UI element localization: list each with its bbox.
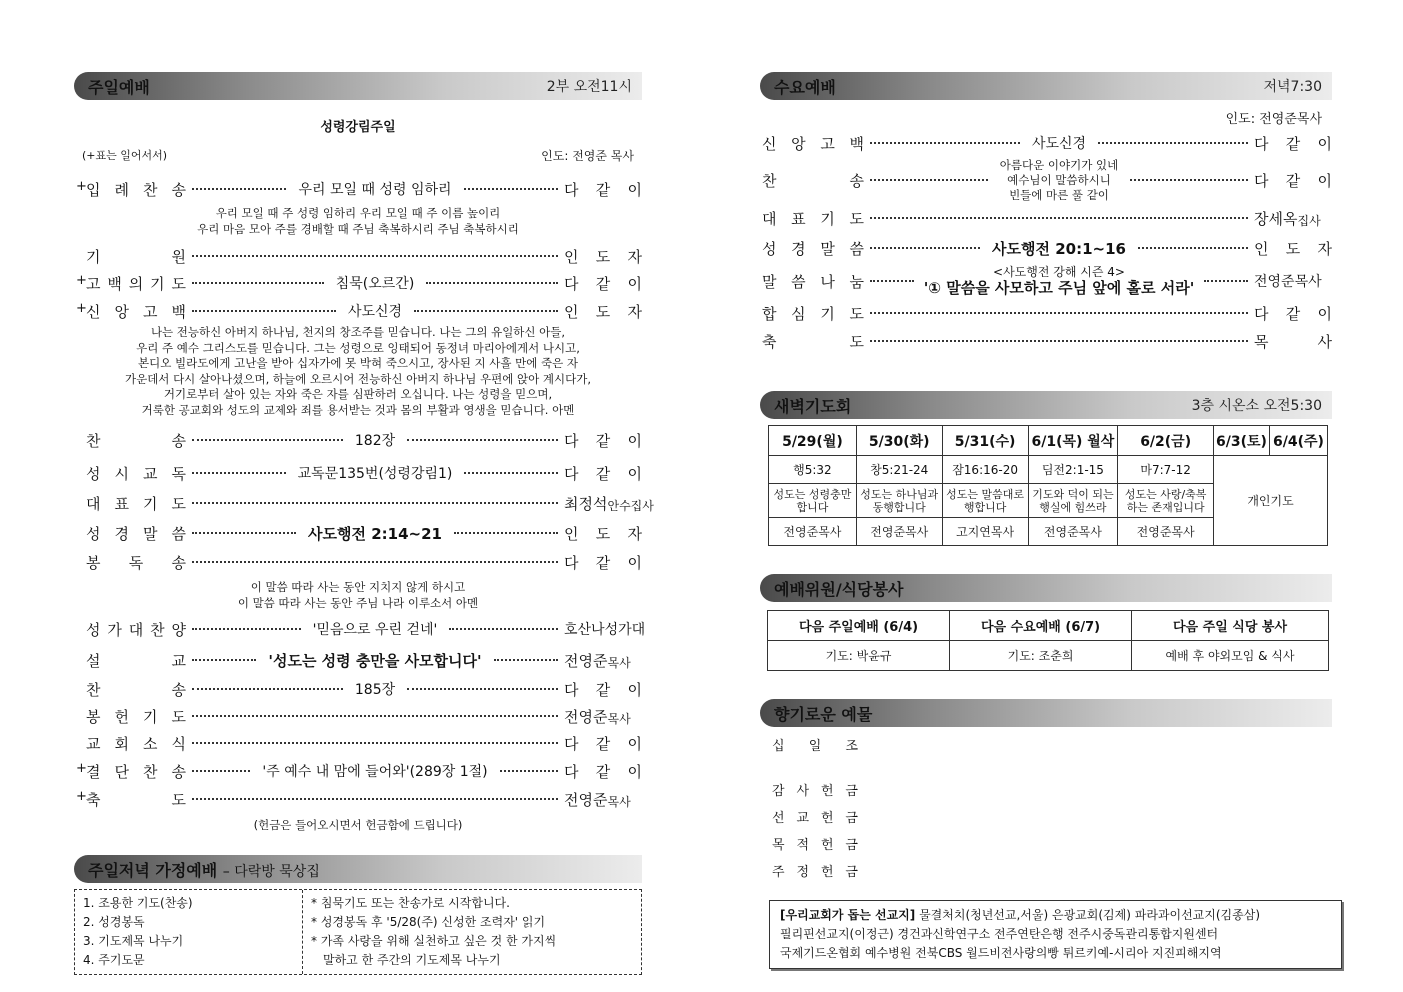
missions-line-3: 국제기드온협회 예수병원 전북CBS 월드비전사랑의빵 튀르키예-시리아 지진피해지역 <box>780 946 1222 960</box>
wednesday-item-label: 합 심 기 도 <box>762 304 864 323</box>
volunteers-header <box>760 574 1332 602</box>
service-item-detail: 침묵(오르간) <box>335 276 415 292</box>
evening-worship-title: 주일저녁 가정예배 <box>88 860 218 880</box>
standing-note: (+표는 일어서서) <box>82 149 168 162</box>
service-item-leader: 다 같 이 <box>564 680 642 699</box>
service-item-leader: 다 같 이 <box>564 431 642 450</box>
service-item-leader: 다 같 이 <box>564 274 642 293</box>
wednesday-item-label: 축 도 <box>762 332 864 351</box>
offering-item: 감 사 헌 금 <box>772 784 858 799</box>
dawn-prayer-title: 새벽기도회 <box>774 396 852 416</box>
volunteer-value: 기도: 박윤규 <box>768 641 950 671</box>
service-item-detail: 사도신경 <box>347 304 403 320</box>
volunteers-table <box>767 610 1329 671</box>
service-item-label: 설 교 <box>86 651 186 670</box>
wednesday-item-leader: 목 사 <box>1254 332 1332 351</box>
service-item-leader: 다 같 이 <box>564 553 642 572</box>
service-item <box>74 488 654 518</box>
service-item <box>74 458 642 488</box>
service-item-leader: 전영준 목사 <box>564 790 631 809</box>
service-item-detail: '성도는 성령 충만을 사모합니다' <box>268 651 482 670</box>
dawn-preacher: 전영준목사 <box>769 518 857 546</box>
dawn-day: 5/31(수) <box>942 426 1028 456</box>
volunteer-value: 예배 후 야외모임 & 식사 <box>1132 641 1329 671</box>
dawn-day: 6/1(목) 월삭 <box>1028 426 1118 456</box>
lecture-title: <사도행전 강해 시즌 4> '① 말씀을 사모하고 주님 앞에 홀로 서라' <box>923 265 1195 297</box>
offering-item: 십 일 조 <box>772 739 858 754</box>
service-item-leader: 다 같 이 <box>564 180 642 199</box>
service-item-detail: 185장 <box>354 682 396 698</box>
dawn-scripture: 창5:21-24 <box>856 456 942 484</box>
dawn-day: 6/2(금) <box>1118 426 1214 456</box>
dawn-preacher: 전영준목사 <box>856 518 942 546</box>
wednesday-item <box>760 233 1332 263</box>
offering-item: 목 적 헌 금 <box>772 838 858 853</box>
service-item <box>74 645 642 675</box>
service-item-leader: 인 도 자 <box>564 247 642 266</box>
wednesday-item-label: 대 표 기 도 <box>762 209 864 228</box>
wednesday-item-label: 찬 송 <box>762 171 864 190</box>
volunteer-header: 다음 수요예배 (6/7) <box>950 611 1132 641</box>
wednesday-item <box>760 157 1332 203</box>
missions-label: [우리교회가 돕는 선교지] <box>780 908 916 922</box>
wednesday-leader: 인도: 전영준목사 <box>1225 112 1322 127</box>
wednesday-hymn-lyrics: 아름다운 이야기가 있네 예수님이 말씀하시니 빈들에 마른 풀 같이 <box>999 157 1119 202</box>
offering-item: 선 교 헌 금 <box>772 811 858 826</box>
wednesday-item-leader: 다 같 이 <box>1254 304 1332 323</box>
dawn-day: 6/4(주) <box>1269 426 1327 456</box>
dawn-schedule-table <box>768 425 1328 546</box>
service-item-label: 찬 송 <box>86 431 186 450</box>
service-item-label: 봉 독 송 <box>86 553 186 572</box>
missions-line-2: 필리핀선교지(이정근) 경건과신학연구소 전주연탄은행 전주시중독관리통합지원센터 <box>780 927 1219 941</box>
sunday-worship-header <box>74 72 642 100</box>
service-item-label: + 입 례 찬 송 <box>76 178 186 199</box>
wednesday-item-leader: 인 도 자 <box>1254 239 1332 258</box>
offering-list <box>772 733 1332 886</box>
dawn-day: 5/29(월) <box>769 426 857 456</box>
worship-meta <box>74 147 642 164</box>
evening-step: 3. 기도제목 나누기 <box>83 934 184 948</box>
dawn-theme: 성도는 사랑/축복 하는 존재입니다 <box>1118 484 1214 518</box>
wednesday-item-label: 성 경 말 씀 <box>762 239 864 258</box>
service-item <box>74 422 642 458</box>
service-item <box>74 785 642 813</box>
offering-header <box>760 699 1332 727</box>
service-item-label: 성 가 대 찬 양 <box>86 620 186 639</box>
wednesday-order <box>760 129 1332 355</box>
sunday-worship-time: 2부 오전11시 <box>546 79 632 95</box>
order-of-service <box>74 174 654 813</box>
dawn-theme: 성도는 하나님과 동행합니다 <box>856 484 942 518</box>
offering-title: 향기로운 예물 <box>774 704 873 724</box>
volunteer-value: 기도: 조춘희 <box>950 641 1132 671</box>
service-item-leader: 다 같 이 <box>564 464 642 483</box>
wednesday-item-leader: 다 같 이 <box>1254 171 1332 190</box>
worship-leader: 인도: 전영준 목사 <box>541 149 634 163</box>
service-item <box>74 729 642 757</box>
weekday-column <box>760 72 1332 969</box>
service-item-label: + 축 도 <box>76 788 186 809</box>
wednesday-worship-header <box>760 72 1332 100</box>
response-song-lyrics: 이 말씀 따라 사는 동안 지치지 않게 하시고 이 말씀 따라 사는 동안 주님 나라 이루소서 아멘 <box>237 580 479 610</box>
offering-item: 주 정 헌 금 <box>772 865 858 880</box>
service-item <box>74 269 642 297</box>
service-item-leader: 인 도 자 <box>564 302 642 321</box>
wednesday-item-label: 말 씀 나 눔 <box>762 272 864 291</box>
dawn-prayer-header <box>760 391 1332 419</box>
wednesday-item <box>760 129 1332 157</box>
dawn-theme: 기도와 덕이 되는 행실에 힘쓰라 <box>1028 484 1118 518</box>
dawn-scripture: 딤전2:1-15 <box>1028 456 1118 484</box>
service-item <box>74 243 642 269</box>
service-item <box>74 548 642 576</box>
wednesday-worship-time: 저녁7:30 <box>1263 79 1322 95</box>
dawn-scripture: 마7:7-12 <box>1118 456 1214 484</box>
wednesday-item-leader: 장세옥 집사 <box>1254 209 1321 228</box>
wednesday-item <box>760 203 1332 233</box>
evening-note: * 침묵기도 또는 찬송가로 시작합니다. <box>311 896 510 910</box>
evening-note: * 성경봉독 후 '5/28(주) 신성한 조력자' 읽기 <box>311 915 546 929</box>
evening-worship-box <box>74 889 642 975</box>
service-item <box>74 757 642 785</box>
service-item-detail: 교독문135번(성령강림1) <box>297 466 453 482</box>
evening-note: * 가족 사랑을 위해 실천하고 싶은 것 한 가지씩 <box>311 934 557 948</box>
dawn-day: 6/3(토) <box>1214 426 1270 456</box>
opening-hymn-lyrics: 우리 모일 때 주 성령 임하리 우리 모일 때 주 이름 높이리 우리 마음 모아 주를 경배할 때 주님 축복하시리 주님 축복하시리 <box>197 206 519 236</box>
evening-worship-header <box>74 855 642 883</box>
wednesday-item-leader: 전영준목사 <box>1254 274 1322 290</box>
service-item-detail: 사도행전 2:14~21 <box>308 524 442 543</box>
service-item <box>74 703 642 729</box>
evening-worship-sub: – 다락방 묵상집 <box>222 863 320 880</box>
service-item-label: 대 표 기 도 <box>86 494 186 513</box>
wednesday-item-label: 신 앙 고 백 <box>762 134 864 153</box>
sunday-worship-title: 주일예배 <box>88 77 150 97</box>
wednesday-item <box>760 299 1332 327</box>
wednesday-item-leader: 다 같 이 <box>1254 134 1332 153</box>
service-item-label: 봉 헌 기 도 <box>86 707 186 726</box>
service-item-label: 찬 송 <box>86 680 186 699</box>
worship-theme: 성령강림주일 <box>320 120 396 135</box>
missions-box <box>769 900 1342 969</box>
service-item-label: 성 시 교 독 <box>86 464 186 483</box>
dawn-scripture: 행5:32 <box>769 456 857 484</box>
service-item-label: + 결 단 찬 송 <box>76 760 186 781</box>
service-item-detail: '주 예수 내 맘에 들어와'(289장 1절) <box>262 764 488 780</box>
service-item-label: 교 회 소 식 <box>86 734 186 753</box>
dawn-theme: 성도는 말씀대로 행합니다 <box>942 484 1028 518</box>
service-item-detail: 182장 <box>354 433 396 449</box>
service-item <box>74 174 642 204</box>
wednesday-worship-title: 수요예배 <box>774 77 836 97</box>
dawn-preacher: 전영준목사 <box>1118 518 1214 546</box>
dawn-preacher: 고지연목사 <box>942 518 1028 546</box>
wednesday-item <box>760 263 1332 299</box>
service-item-detail: '믿음으로 우린 걷네' <box>312 622 438 638</box>
service-item-label: 기 원 <box>86 247 186 266</box>
evening-note: 말하고 한 주간의 기도제목 나누기 <box>323 953 501 967</box>
dawn-scripture: 잠16:16-20 <box>942 456 1028 484</box>
service-item-leader: 최정석 안수집사 <box>564 494 654 513</box>
offering-note: (헌금은 들어오시면서 헌금함에 드립니다) <box>253 818 463 832</box>
service-item-label: + 고 백 의 기 도 <box>76 272 186 293</box>
dawn-theme: 성도는 성령충만 합니다 <box>769 484 857 518</box>
volunteer-header: 다음 주일 식당 봉사 <box>1132 611 1329 641</box>
service-item <box>74 675 642 703</box>
wednesday-item-detail: 사도행전 20:1~16 <box>992 239 1126 258</box>
sunday-worship-column <box>74 72 654 975</box>
evening-step: 4. 주기도문 <box>83 953 145 967</box>
evening-step: 1. 조용한 기도(찬송) <box>83 896 193 910</box>
service-item-leader: 인 도 자 <box>564 524 642 543</box>
service-item-leader: 다 같 이 <box>564 762 642 781</box>
apostles-creed: 나는 전능하신 아버지 하나님, 천지의 창조주를 믿습니다. 나는 그의 유일하신 아들, 우리 주 예수 그리스도를 믿습니다. 그는 성령으로 잉태되어 동정녀 마리아에게서 나시고, 본디오 빌라도에게 고난을 받아 십자가에 못 박혀 죽으시고, 장사된 지 사흘 만에 죽은 자 가운데서 다시 살아나셨으며, 하늘에 오르시어 전능하신 아버지 하나님 우편에 앉아 계시다가, 거기로부터 살아 있는 자와 죽은 자를 심판하러 오십니다. 나는 성령을 믿으며, 거룩한 공교회와 성도의 교제와 죄를 용서받는 것과 몸의 부활과 영생을 믿습니다. 아멘 <box>124 325 591 417</box>
personal-prayer: 개인기도 <box>1214 456 1328 546</box>
evening-step: 2. 성경봉독 <box>83 915 145 929</box>
dawn-day: 5/30(화) <box>856 426 942 456</box>
service-item-label: 성 경 말 씀 <box>86 524 186 543</box>
service-item-leader: 전영준 목사 <box>564 651 631 670</box>
service-item <box>74 518 642 548</box>
service-item-leader: 호산나성가대 <box>564 622 646 638</box>
service-item-leader: 전영준 목사 <box>564 707 631 726</box>
dawn-prayer-time: 3층 시온소 오전5:30 <box>1191 398 1322 414</box>
service-item-label: + 신 앙 고 백 <box>76 300 186 321</box>
evening-steps <box>75 890 303 974</box>
dawn-preacher: 전영준목사 <box>1028 518 1118 546</box>
missions-line-1: 물결처치(청년선교,서울) 은광교회(김제) 파라과이선교지(김종삼) <box>919 908 1261 922</box>
volunteers-title: 예배위원/식당봉사 <box>774 579 904 599</box>
service-item <box>74 297 642 325</box>
evening-notes <box>303 890 641 974</box>
service-item <box>74 613 646 645</box>
service-item-detail: 우리 모일 때 성령 임하리 <box>298 182 452 198</box>
wednesday-item-detail: 사도신경 <box>1031 136 1087 152</box>
wednesday-item <box>760 327 1332 355</box>
volunteer-header: 다음 주일예배 (6/4) <box>768 611 950 641</box>
service-item-leader: 다 같 이 <box>564 734 642 753</box>
